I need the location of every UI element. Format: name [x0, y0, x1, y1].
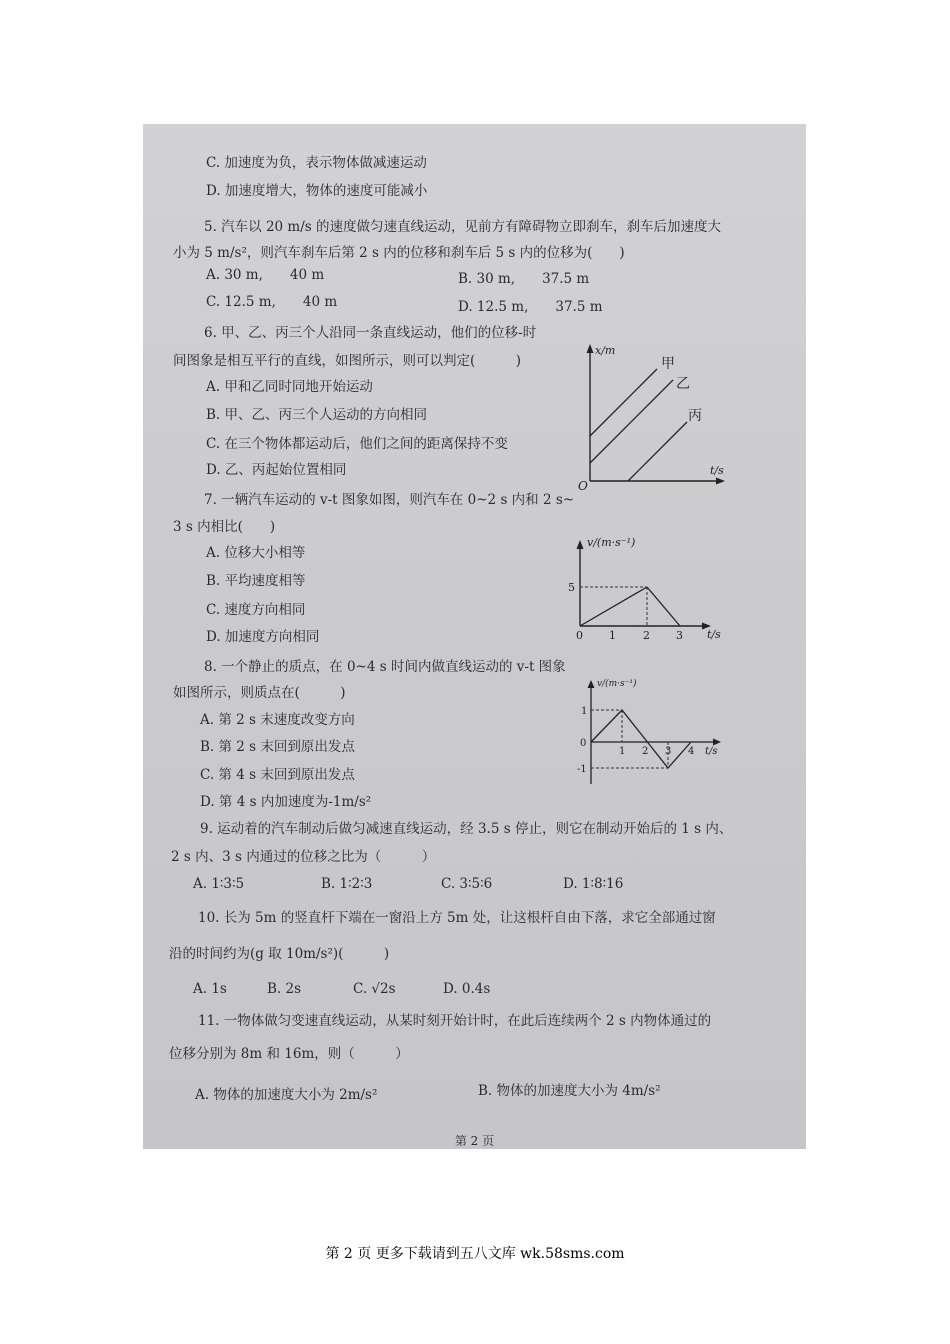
page-footer: 第 2 页 更多下载请到五八文库 wk.58sms.com — [325, 1246, 625, 1262]
q7-option-a: A. 位移大小相等 — [206, 545, 306, 561]
q9-option-a: A. 1∶3∶5 — [193, 876, 245, 892]
q6-label-jia: 甲 — [661, 356, 675, 372]
q6-option-c: C. 在三个物体都运动后，他们之间的距离保持不变 — [206, 436, 508, 452]
q7-x-tick-1: 1 — [609, 629, 616, 642]
q4-option-d: D. 加速度增大，物体的速度可能减小 — [206, 183, 428, 199]
q6-label-yi: 乙 — [676, 376, 690, 392]
q7-segment-decelerate — [647, 587, 680, 626]
q8-y-tick-1: 1 — [581, 706, 588, 717]
q6-line-yi — [590, 380, 673, 463]
q5-option-d: D. 12.5 m, 37.5 m — [458, 299, 603, 315]
q6-origin-label: O — [578, 479, 588, 491]
q10-option-d: D. 0.4s — [443, 981, 491, 997]
q7-y-tick-5: 5 — [568, 581, 575, 594]
page-number-label: 第 2 页 — [454, 1134, 495, 1148]
q8-vt-graph — [575, 674, 735, 789]
q11-option-b: B. 物体的加速度大小为 4m/s² — [478, 1083, 661, 1099]
q6-label-bing: 丙 — [688, 408, 702, 424]
q7-y-label: v/(m·s⁻¹) — [587, 536, 636, 549]
q8-x-tick-3: 3 — [665, 746, 672, 757]
q6-x-label: t/s — [710, 464, 724, 477]
q6-x-arrow — [716, 478, 725, 485]
q6-y-arrow — [587, 344, 594, 353]
q6-line-jia — [590, 369, 657, 436]
q8-x-arrow — [713, 739, 721, 746]
q7-vt-graph — [565, 534, 730, 646]
q9-option-c: C. 3∶5∶6 — [441, 876, 493, 892]
q11-option-a: A. 物体的加速度大小为 2m/s² — [195, 1087, 378, 1103]
q7-x-tick-2: 2 — [643, 629, 650, 642]
q6-option-b: B. 甲、乙、丙三个人运动的方向相同 — [206, 407, 428, 423]
q8-y-label: v/(m·s⁻¹) — [597, 679, 637, 689]
q7-option-b: B. 平均速度相等 — [206, 573, 306, 589]
q8-x-tick-2: 2 — [642, 746, 649, 757]
q6-option-a: A. 甲和乙同时同地开始运动 — [206, 379, 373, 395]
q8-y-tick-0: 0 — [580, 738, 587, 749]
q7-x-tick-0: 0 — [576, 629, 583, 642]
q8-option-b: B. 第 2 s 末回到原出发点 — [200, 739, 355, 755]
q6-stem-line1: 6. 甲、乙、丙三个人沿同一条直线运动，他们的位移-时 — [204, 325, 537, 341]
q8-velocity-line — [591, 710, 691, 768]
q7-x-tick-3: 3 — [676, 629, 683, 642]
q10-stem-line1: 10. 长为 5m 的竖直杆下端在一窗沿上方 5m 处，让这根杆自由下落，求它全部通过窗 — [198, 910, 716, 926]
q6-y-label: x/m — [595, 344, 616, 357]
q10-option-c: C. √2s — [353, 981, 396, 997]
q8-y-arrow — [588, 680, 595, 688]
q9-option-d: D. 1∶8∶16 — [563, 876, 624, 892]
q8-option-c: C. 第 4 s 末回到原出发点 — [200, 767, 355, 783]
q5-option-c: C. 12.5 m, 40 m — [206, 294, 338, 310]
q10-stem-line2: 沿的时间约为(g 取 10m/s²)( ) — [169, 946, 390, 962]
q8-y-tick-minus1: -1 — [577, 764, 587, 775]
q7-y-arrow — [577, 540, 584, 549]
q8-stem-line2: 如图所示，则质点在( ) — [173, 685, 346, 701]
q7-stem-line1: 7. 一辆汽车运动的 v-t 图象如图，则汽车在 0~2 s 内和 2 s~ — [204, 492, 575, 508]
q5-option-b: B. 30 m, 37.5 m — [458, 271, 590, 287]
q9-option-b: B. 1∶2∶3 — [321, 876, 373, 892]
q7-segment-accelerate — [580, 587, 647, 626]
q7-stem-line2: 3 s 内相比( ) — [173, 519, 276, 535]
q7-x-label: t/s — [707, 628, 721, 641]
q5-stem-line2: 小为 5 m/s²，则汽车刹车后第 2 s 内的位移和刹车后 5 s 内的位移为( ) — [173, 245, 625, 261]
q6-stem-line2: 间图象是相互平行的直线，如图所示，则可以判定( ) — [173, 353, 522, 369]
q8-option-d: D. 第 4 s 内加速度为-1m/s² — [200, 794, 372, 810]
q6-line-bing — [628, 422, 687, 481]
q8-x-tick-1: 1 — [619, 746, 626, 757]
q10-option-b: B. 2s — [267, 981, 302, 997]
q10-option-a: A. 1s — [193, 981, 227, 997]
q9-stem-line2: 2 s 内、3 s 内通过的位移之比为（ ） — [171, 849, 436, 865]
q7-option-d: D. 加速度方向相同 — [206, 629, 320, 645]
q6-option-d: D. 乙、丙起始位置相同 — [206, 462, 347, 478]
q5-stem-line1: 5. 汽车以 20 m/s 的速度做匀速直线运动，见前方有障碍物立即刹车，刹车后加速度大 — [204, 219, 722, 235]
scanned-exam-page — [143, 124, 806, 1149]
q8-option-a: A. 第 2 s 末速度改变方向 — [200, 712, 355, 728]
q8-x-tick-4: 4 — [688, 746, 695, 757]
q8-x-label: t/s — [705, 746, 718, 757]
q11-stem-line1: 11. 一物体做匀变速直线运动，从某时刻开始计时，在此后连续两个 2 s 内物体通过的 — [198, 1013, 712, 1029]
q6-xt-graph — [573, 336, 733, 491]
q8-stem-line1: 8. 一个静止的质点，在 0~4 s 时间内做直线运动的 v-t 图象 — [204, 659, 566, 675]
q4-option-c: C. 加速度为负，表示物体做减速运动 — [206, 155, 427, 171]
q9-stem-line1: 9. 运动着的汽车制动后做匀减速直线运动，经 3.5 s 停止，则它在制动开始后的 1 s 内、 — [200, 821, 733, 837]
q5-option-a: A. 30 m, 40 m — [206, 267, 325, 283]
q11-stem-line2: 位移分别为 8m 和 16m，则（ ） — [169, 1046, 409, 1062]
q7-option-c: C. 速度方向相同 — [206, 602, 306, 618]
